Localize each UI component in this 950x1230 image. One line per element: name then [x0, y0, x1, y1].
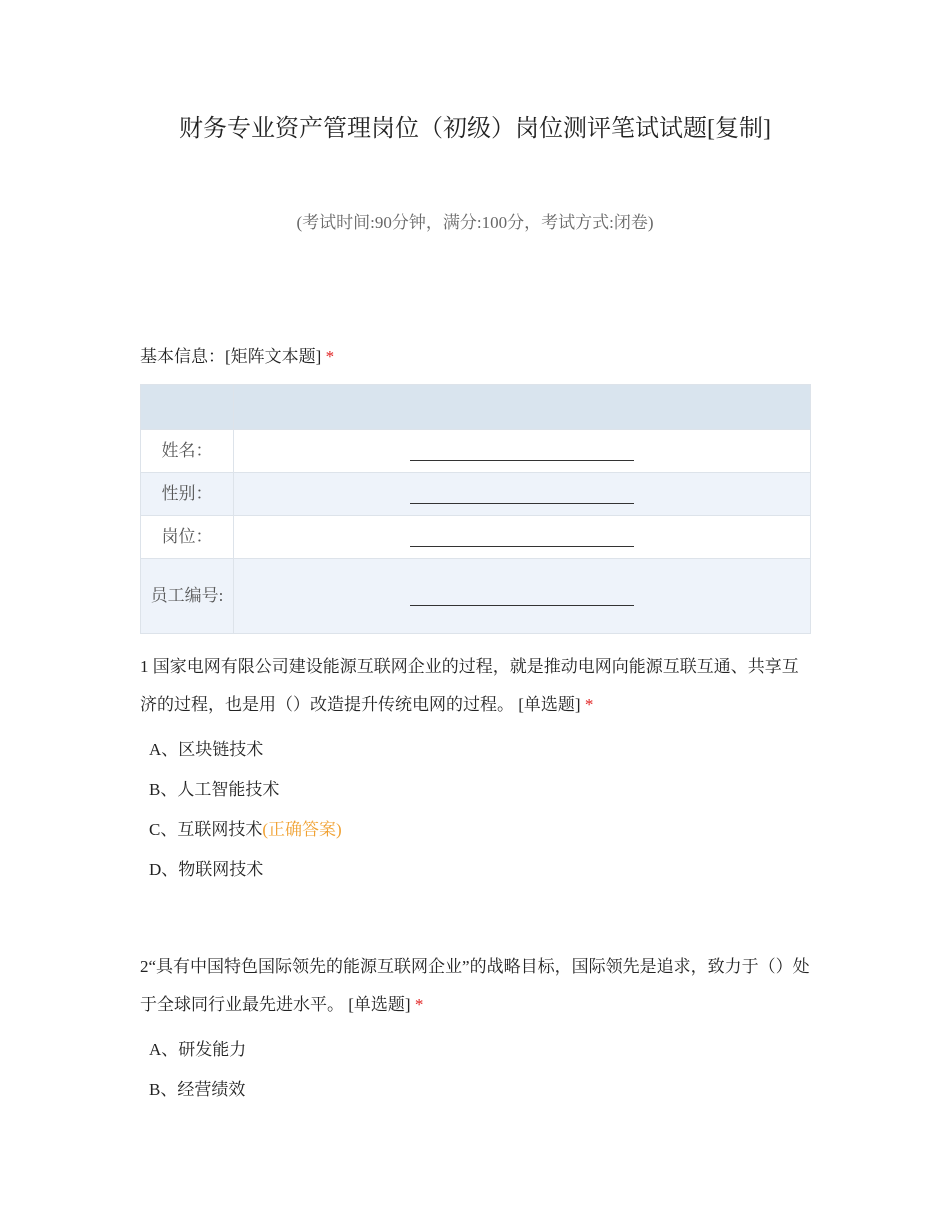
question-1-text: 1 国家电网有限公司建设能源互联网企业的过程，就是推动电网向能源互联互通、共享互济的过程，也是用（）改造提升传统电网的过程。 [单选题]: [140, 657, 799, 714]
basic-info-title-text: 基本信息：[矩阵文本题]: [140, 347, 322, 366]
option-a[interactable]: A、研发能力: [149, 1040, 247, 1059]
row-label-name: 姓名：: [141, 430, 234, 473]
exam-info: (考试时间:90分钟，满分:100分，考试方式:闭卷): [296, 213, 654, 232]
matrix-header-row: [141, 385, 811, 430]
matrix-row-position: [141, 516, 811, 559]
survey-content: [140, 338, 812, 1110]
question-text: [140, 948, 812, 1024]
correct-answer-badge: (正确答案): [262, 820, 342, 839]
name-input[interactable]: [234, 430, 811, 473]
required-mark: *: [584, 695, 594, 714]
employee-id-input[interactable]: [234, 559, 811, 634]
row-label-position: 岗位：: [141, 516, 234, 559]
question-2: [140, 948, 812, 1110]
question-2-options: [140, 1030, 812, 1110]
question-text: [140, 648, 812, 724]
spacer: [140, 890, 812, 934]
question-1-options: [140, 730, 812, 890]
option-c[interactable]: [140, 810, 812, 850]
page-title: 财务专业资产管理岗位（初级）岗位测评笔试试题[复制]: [179, 116, 771, 142]
matrix-row-gender: [141, 473, 811, 516]
option-a[interactable]: A、区块链技术: [149, 740, 264, 759]
matrix-row-name: [141, 430, 811, 473]
basic-info-title: [140, 338, 812, 376]
question-1: [140, 648, 812, 890]
matrix-header-cell: [234, 385, 811, 430]
row-label-gender: 性别：: [141, 473, 234, 516]
row-label-employee-id: 员工编号:: [141, 559, 234, 634]
option-d[interactable]: D、物联网技术: [149, 860, 264, 879]
required-mark: *: [325, 347, 335, 366]
gender-input[interactable]: [234, 473, 811, 516]
blank-line: [410, 593, 634, 606]
position-input[interactable]: [234, 516, 811, 559]
matrix-row-employee-id: [141, 559, 811, 634]
option-b[interactable]: B、经营绩效: [149, 1080, 246, 1099]
basic-info-matrix: [140, 384, 811, 634]
required-mark: *: [414, 995, 424, 1014]
matrix-header-cell: [141, 385, 234, 430]
blank-line: [410, 491, 634, 504]
blank-line: [410, 534, 634, 547]
option-b[interactable]: B、人工智能技术: [149, 780, 280, 799]
blank-line: [410, 448, 634, 461]
question-2-text: 2“具有中国特色国际领先的能源互联网企业”的战略目标，国际领先是追求，致力于（）处于全球同行业最先进水平。 [单选题]: [140, 957, 810, 1014]
option-c-label: C、互联网技术: [149, 820, 263, 839]
